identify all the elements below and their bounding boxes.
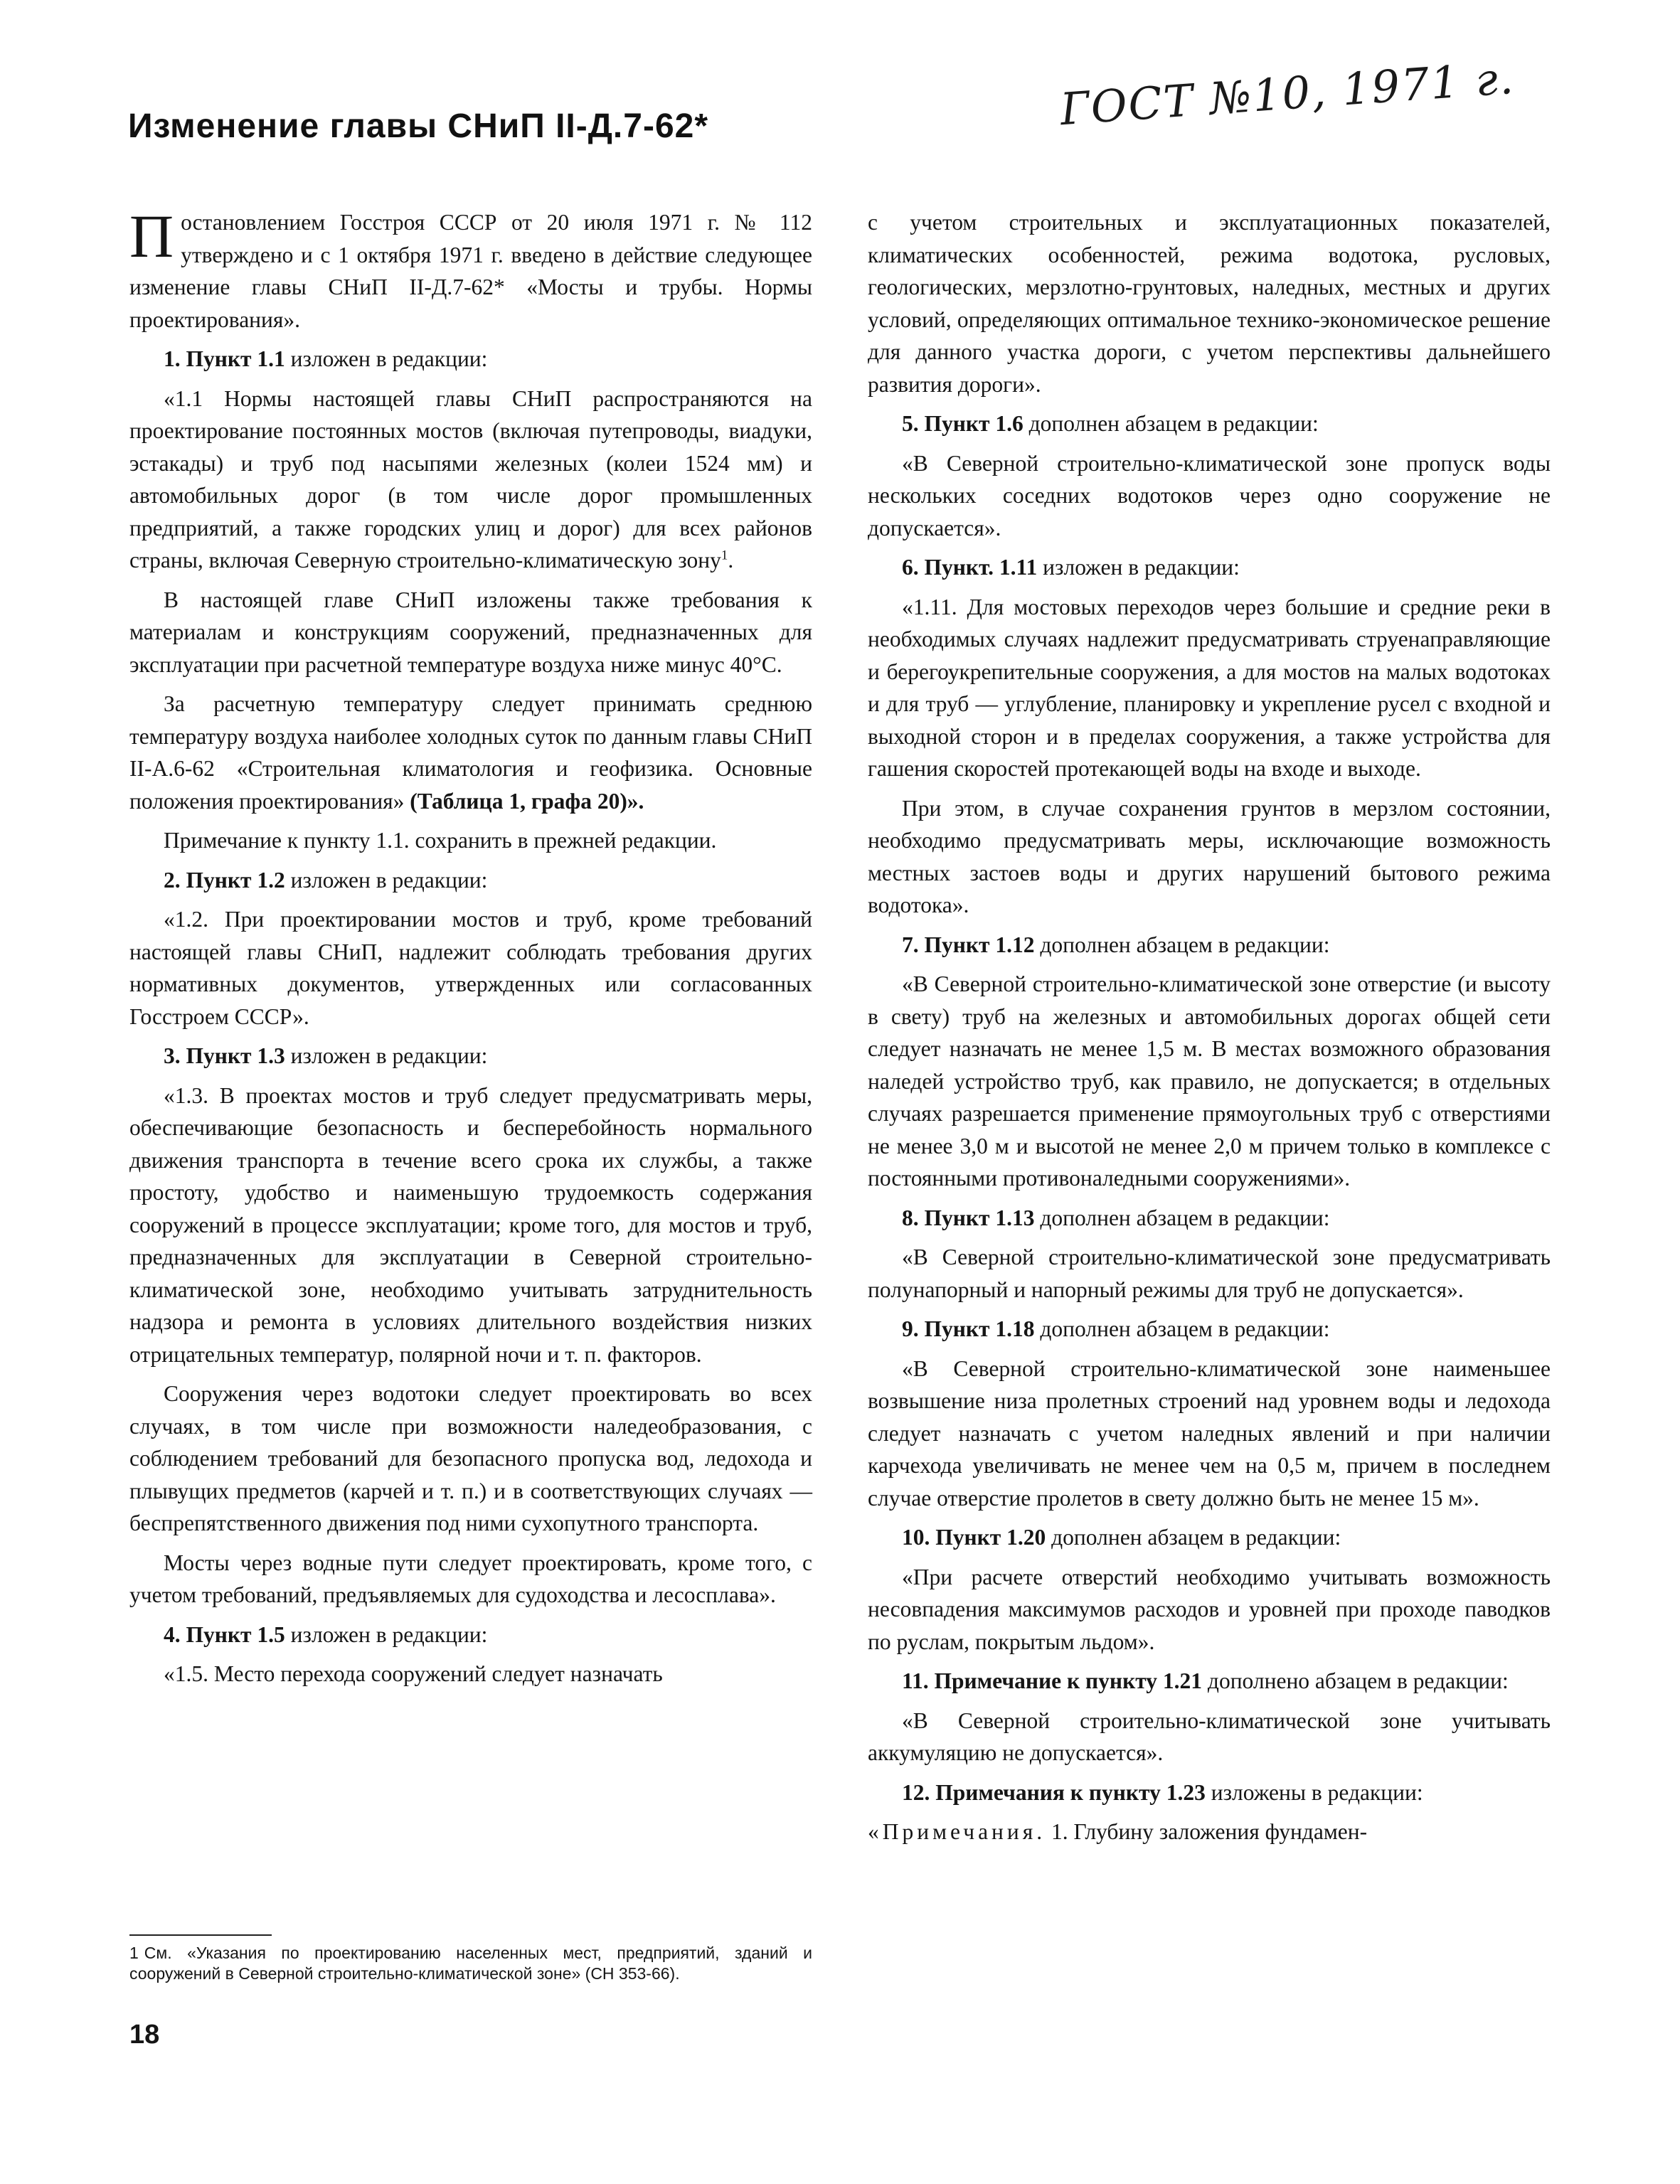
item-12-body: 1. Глубину заложения фундамен- — [1046, 1819, 1368, 1844]
footnote-number: 1 — [129, 1944, 139, 1962]
item-11-text: «В Северной строительно-климатической зоне учитывать аккумуляцию не допускается». — [868, 1708, 1551, 1765]
item-1-paragraph-3 — [129, 688, 812, 817]
item-3-text: «1.3. В проектах мостов и труб следует предусматривать меры, обеспечивающие безопасность и бесперебойность нормального движения транспорта в течение всего срока их службы, а также простоту, удобство и наименьшую трудоемкость содержания сооружений в процессе эксплуатации; кроме того, для мостов и труб, предназначенных для эксплуатации в Северной строительно-климатической зоне, необходимо учитывать затруднительность надзора и ремонта в условиях длительного воздействия низких отрицательных температур, полярной ночи и т. п. факторов. — [129, 1082, 812, 1367]
item-1-heading — [129, 343, 812, 375]
item-1-paragraph-3-text: За расчетную температуру следует принимать среднюю температуру воздуха наиболее холодных суток по данным главы СНиП II-А.6-62 «Строительная климатология и геофизика. Основные положения проектирования» — [129, 691, 812, 814]
item-4-heading — [129, 1619, 812, 1651]
item-4-label: 4. Пункт 1.5 — [164, 1621, 285, 1647]
item-12-label: 12. Примечания к пункту 1.23 — [902, 1779, 1206, 1805]
item-9-label: 9. Пункт 1.18 — [902, 1316, 1035, 1341]
item-11-label: 11. Примечание к пункту 1.21 — [902, 1668, 1203, 1693]
item-1-label: 1. Пункт 1.1 — [164, 346, 285, 371]
footnote-text: См. «Указания по проектированию населенных мест, предприятий, зданий и сооружений в Северной строительно-климатической зоне» (СН 353-66). — [129, 1944, 812, 1983]
item-7-heading — [868, 929, 1551, 962]
item-12-heading — [868, 1777, 1551, 1809]
item-9-heading — [868, 1313, 1551, 1346]
item-4-text: «1.5. Место перехода сооружений следует назначать — [164, 1661, 663, 1686]
item-8-text: «В Северной строительно-климатической зоне предусматривать полунапорный и напорный режимы для труб не допускается». — [868, 1245, 1551, 1302]
item-12-text — [868, 1816, 1551, 1848]
item-9-text: «В Северной строительно-климатической зоне наименьшее возвышение низа пролетных строений над уровнем воды и ледохода следует назначать с учетом наледных явлений и при наличии карчехода увеличивать не менее чем на 0,5 м, причем в последнем случае отверстие пролетов в свету должно быть не менее 15 м». — [868, 1355, 1551, 1511]
item-8-heading — [868, 1202, 1551, 1235]
item-6-heading — [868, 551, 1551, 584]
item-7-text: «В Северной строительно-климатической зоне отверстие (и высоту в свету) труб на железных и автомобильных дорогах общей сети следует назначать не менее 1,5 м. В местах возможного образования наледей устройство труб, как правило, не допускается; в отдельных случаях разрешается применение прямоугольных труб с отверстиями не менее 3,0 м и высотой не менее 2,0 м причем только в комплексе с постоянными противоналедными сооружениями». — [868, 971, 1551, 1190]
item-6-heading-tail: изложен в редакции: — [1037, 555, 1240, 580]
intro-paragraph — [129, 202, 812, 336]
item-8-label: 8. Пункт 1.13 — [902, 1205, 1035, 1230]
item-3-heading — [129, 1040, 812, 1072]
item-12-heading-tail: изложены в редакции: — [1205, 1779, 1423, 1805]
item-2-label: 2. Пункт 1.2 — [164, 867, 285, 893]
drop-cap: П — [129, 202, 174, 270]
item-3-label: 3. Пункт 1.3 — [164, 1043, 285, 1068]
item-3-heading-tail: изложен в редакции: — [285, 1043, 488, 1068]
item-5-text: «В Северной строительно-климатической зоне пропуск воды нескольких соседних водотоков через одно сооружение не допускается». — [868, 450, 1551, 540]
item-10-text: «При расчете отверстий необходимо учитывать возможность несовпадения максимумов расходов и уровней при проходе паводков по руслам, покрытым льдом». — [868, 1564, 1551, 1654]
footnote-marker: 1 — [721, 548, 728, 563]
item-2-heading-tail: изложен в редакции: — [285, 867, 488, 893]
item-1-paragraph-2: В настоящей главе СНиП изложены также требования к материалам и конструкциям сооружений, предназначенных для эксплуатации при расчетной температуре воздуха ниже минус 40°С. — [129, 587, 812, 677]
handwritten-annotation: ГОСТ №10, 1971 г. — [1058, 51, 1516, 136]
left-column — [129, 202, 812, 1698]
item-1-body: «1.1 Нормы настоящей главы СНиП распространяются на проектирование постоянных мостов (включая путепроводы, виадуки, эстакады) и труб под насыпями железных (колеи 1524 мм) и автомобильных дорог (в том числе дорог промышленных предприятий, а также городских улиц и дорог) для всех районов страны, включая Северную строительно-климатическую зону — [129, 385, 812, 572]
item-5-label: 5. Пункт 1.6 — [902, 411, 1024, 436]
item-9-heading-tail: дополнен абзацем в редакции: — [1034, 1316, 1330, 1341]
item-6-label: 6. Пункт. 1.11 — [902, 555, 1038, 580]
item-1-note: Примечание к пункту 1.1. сохранить в прежней редакции. — [164, 828, 717, 853]
item-11-heading — [868, 1665, 1551, 1698]
item-8-heading-tail: дополнен абзацем в редакции: — [1034, 1205, 1330, 1230]
item-2-text: «1.2. При проектировании мостов и труб, кроме требований настоящей главы СНиП, надлежит соблюдать требования других нормативных документов, утвержденных или согласованных Госстроем СССР». — [129, 907, 812, 1029]
item-1-text — [129, 383, 812, 577]
item-3-paragraph-2: Сооружения через водотоки следует проектировать во всех случаях, в том числе при возможности наледеобразования, с соблюдением требований для безопасного пропуска вод, ледохода и плывущих предметов (карчей и т. п.) и в соответствующих случаях — беспрепятственного движения под ними сухопутного транспорта. — [129, 1381, 812, 1535]
item-1-period: . — [728, 548, 734, 572]
intro-text: остановлением Госстроя СССР от 20 июля 1971 г. № 112 утверждено и с 1 октября 1971 г. введено в действие следующее изменение главы СНиП II-Д.7-62* «Мосты и трубы. Нормы проектирования». — [129, 210, 812, 332]
item-4-heading-tail: изложен в редакции: — [285, 1621, 488, 1647]
footnote — [129, 1943, 812, 1984]
item-1-heading-tail: изложен в редакции: — [285, 346, 488, 371]
item-6-paragraph-2: При этом, в случае сохранения грунтов в мерзлом состоянии, необходимо предусматривать меры, исключающие возможность местных застоев воды и других нарушений бытового режима водотока». — [868, 795, 1551, 917]
item-5-heading-tail: дополнен абзацем в редакции: — [1023, 411, 1319, 436]
item-7-label: 7. Пункт 1.12 — [902, 932, 1035, 957]
footnote-divider — [129, 1934, 272, 1936]
page-number: 18 — [129, 2020, 160, 2050]
item-2-heading — [129, 864, 812, 897]
item-10-heading — [868, 1521, 1551, 1554]
item-5-heading — [868, 407, 1551, 440]
item-10-heading-tail: дополнен абзацем в редакции: — [1046, 1525, 1341, 1550]
item-7-heading-tail: дополнен абзацем в редакции: — [1034, 932, 1330, 957]
item-4-continuation: с учетом строительных и эксплуатационных показателей, климатических особенностей, режима водотока, русловых, геологических, мерзлотно-грунтовых, наледных, местных и других условий, определяющих оптимальное технико-экономическое решение для данного участка дороги, с учетом перспективы дальнейшего развития дороги». — [868, 210, 1551, 397]
item-1-table-ref: (Таблица 1, графа 20)». — [404, 788, 644, 814]
item-3-paragraph-3: Мосты через водные пути следует проектировать, кроме того, с учетом требований, предъявляемых для судоходства и лесосплава». — [129, 1550, 812, 1607]
item-6-text: «1.11. Для мостовых переходов через большие и средние реки в необходимых случаях надлежит предусматривать струенаправляющие и берегоукрепительные сооружения, а для мостов на малых водотоках и для труб — углубление, планировку и укрепление русел с входной и выходной сторон и в пределах сооружения, а также устройства для гашения скоростей протекающей воды на входе и выходе. — [868, 594, 1551, 781]
page-title: Изменение главы СНиП II-Д.7-62* — [128, 107, 709, 145]
item-12-notes-label: «Примечания. — [868, 1819, 1046, 1844]
item-11-heading-tail: дополнено абзацем в редакции: — [1202, 1668, 1509, 1693]
item-10-label: 10. Пункт 1.20 — [902, 1525, 1046, 1550]
right-column — [868, 206, 1551, 1855]
